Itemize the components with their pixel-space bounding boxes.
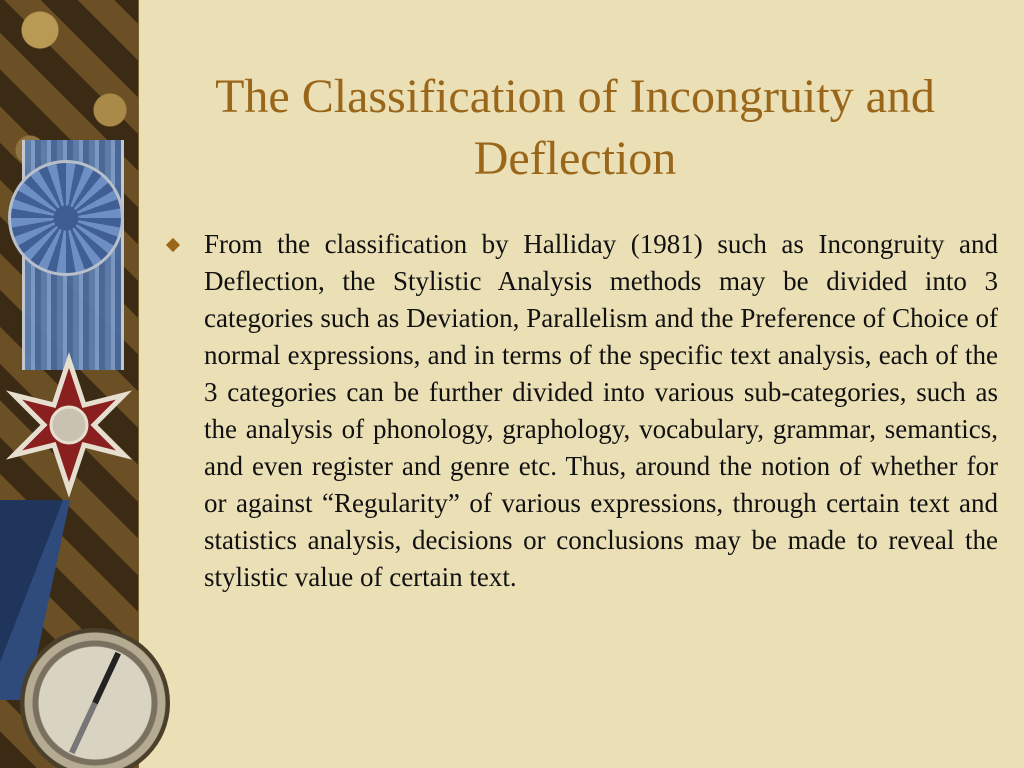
maltese-cross-icon (4, 350, 134, 500)
compass-icon (20, 628, 170, 768)
compass-needle (69, 652, 121, 754)
rosette-icon (8, 160, 124, 276)
slide-title: The Classification of Incongruity and Deflection (215, 70, 935, 185)
bullet-item (166, 226, 998, 596)
side-decorative-artwork (0, 0, 139, 768)
diamond-bullet-icon (166, 238, 180, 252)
slide-content (166, 226, 998, 596)
bullet-text: From the classification by Halliday (1981) such as Incongruity and Deflection, the Stylistic Analysis methods may be divided into 3 categories such as Deviation, Parallelism and the Preference of Choice of normal expressions, and in terms of the specific text analysis, each of the 3 categories can be further divided into various sub-categories, such as the analysis of phonology, graphology, vocabulary, grammar, semantics, and even register and genre etc. Thus, around the notion of whether for or against “Regularity” of various expressions, through certain text and statistics analysis, decisions or conclusions may be made to reveal the stylistic value of certain text. (204, 229, 998, 592)
